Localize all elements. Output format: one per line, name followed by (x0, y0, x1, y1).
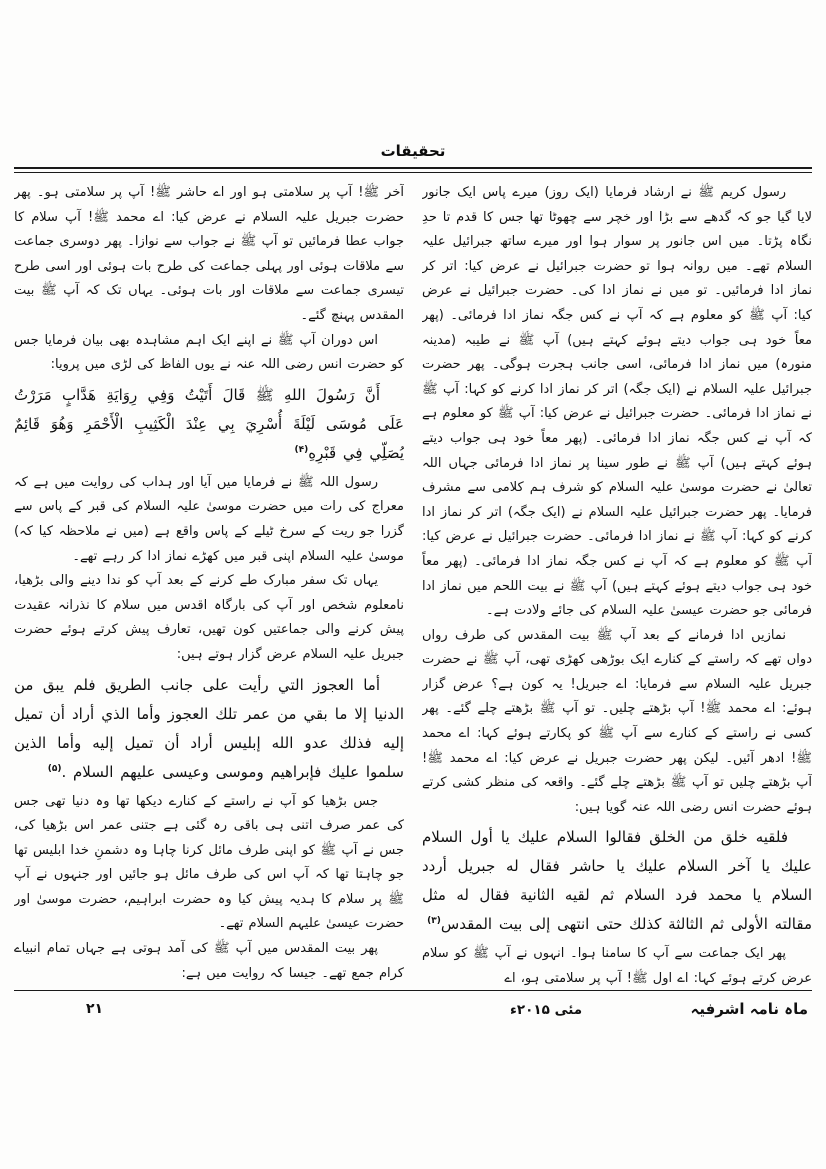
section-title: تحقیقات (380, 142, 446, 160)
column-right (422, 181, 812, 987)
footnote-marker: (۳) (427, 916, 441, 927)
magazine-name: ماہ نامہ اشرفیہ (690, 1000, 808, 1018)
paragraph-urdu: اس دوران آپ ﷺ نے اپنے ایک اہم مشاہدہ بھی بیان فرمایا جس کو حضرت انس رضی اللہ عنہ نے یوں الفاظ کی لڑی میں پرویا: (14, 332, 404, 373)
paragraph-urdu: پھر ایک جماعت سے آپ کا سامنا ہوا۔ انہوں نے آپ ﷺ کو سلام عرض کرتے ہوئے کہا: اے اول ﷺ! آپ پر سلامتی ہو، اے (422, 946, 812, 987)
arabic-quote-text: أما العجوز التي رأيت على جانب الطريق فلم يبق من الدنيا إلا ما بقي من عمر تلك العجوز وأما الذي أراد أن تميل إليه فذلك عدو الله إبليس أراد أن تميل إليه وأما الذين سلموا عليك فإبراهيم وموسى وعيسى عليهم السلام . (14, 675, 404, 781)
header-rule (14, 167, 812, 173)
page-footer (14, 998, 812, 1026)
arabic-quote (14, 671, 404, 787)
article-body (14, 181, 812, 987)
issue-date: مئی ۲۰۱۵ء (510, 1002, 583, 1018)
paragraph-urdu: نمازیں ادا فرمانے کے بعد آپ ﷺ بیت المقدس کی طرف رواں دواں تھے کہ راستے کے کنارے ایک بوڑھی کھڑی تھی، آپ ﷺ نے حضرت جبریل علیہ السلام سے فرمایا: اے جبریل! یہ کون ہے؟ عرض گزار ہوئے: اے محمد ﷺ! آپ بڑھتے چلیں۔ تو آپ ﷺ بڑھتے چلے گئے۔ پھر کسی نے راستے کے کنارے سے آپ ﷺ کو پکارتے ہوئے کہا: اے محمد ﷺ! ادھر آئیں۔ لیکن پھر حضرت جبریل نے عرض کیا: اے محمد ﷺ! آپ بڑھتے چلیں تو آپ ﷺ بڑھتے چلے گئے۔ واقعہ کی منظر کشی کرتے ہوئے حضرت انس رضی اللہ عنہ گویا ہیں: (422, 627, 812, 815)
footer-rule (14, 990, 812, 991)
arabic-quote (14, 381, 404, 468)
paragraph-urdu: پھر بیت المقدس میں آپ ﷺ کی آمد ہوتی ہے جہاں تمام انبیاے کرام جمع تھے۔ جیسا کہ روایت میں ہے: (14, 941, 404, 981)
arabic-quote-text: أَنَّ رَسُولَ اللهِ ﷺ قَالَ أَتَيْتُ وَفِي رِوَايَةِ هَدَّابٍ مَرَرْتُ عَلَى مُوسَى لَيْلَةَ أُسْرِيَ بِي عِنْدَ الْكَثِيبِ الْأَحْمَرِ وَهُوَ قَائِمٌ يُصَلِّي فِي قَبْرِهِ (14, 385, 404, 462)
column-left (14, 181, 404, 987)
footnote-marker: (۵) (47, 763, 62, 774)
paragraph-urdu: آخر ﷺ! آپ پر سلامتی ہو اور اے حاشر ﷺ! آپ پر سلامتی ہو۔ پھر حضرت جبریل علیہ السلام نے عرض کیا: اے محمد ﷺ! آپ سلام کا جواب عطا فرمائیں تو آپ ﷺ نے جواب سے نوازا۔ پھر دوسری جماعت سے ملاقات ہوئی اور پہلی جماعت کی طرح بات ہوئی اور اسی طرح تیسری جماعت سے ملاقات اور بات ہوئی۔ یہاں تک کہ آپ ﷺ بیت المقدس پہنچ گئے۔ (14, 185, 404, 323)
paragraph-urdu: رسول اللہ ﷺ نے فرمایا میں آیا اور ہداب کی روایت میں ہے کہ معراج کی رات میں حضرت موسیٰ علیہ السلام کی قبر کے پاس سے گزرا جو ریت کے سرخ ٹیلے کے پاس واقع ہے (میں نے ملاحظہ کیا کہ) موسیٰ علیہ السلام اپنی قبر میں کھڑے نماز ادا کر رہے تھے۔ (14, 474, 404, 564)
paragraph-urdu: جس بڑھیا کو آپ نے راستے کے کنارے دیکھا تھا وہ دنیا تھی جس کی عمر صرف اتنی ہی باقی رہ گئی ہے جتنی عمر اس بڑھیا کی، جس نے آپ ﷺ کو اپنی طرف مائل کرنا چاہا وہ دشمنِ خدا ابلیس تھا جو چاہتا تھا کہ آپ اس کی طرف مائل ہو جائیں اور جنہوں نے آپ ﷺ پر سلام کا ہدیہ پیش کیا وہ حضرت ابراہیم، حضرت موسیٰ اور حضرت عیسیٰ علیہم السلام تھے۔ (14, 793, 404, 932)
arabic-quote-text: فلقيه خلق من الخلق فقالوا السلام عليك يا أول السلام عليك يا آخر السلام عليك يا حاشر فقال له جبريل أردد السلام يا محمد فرد السلام ثم لقيه الثانية فقال له مثل مقالته الأولى ثم الثالثة كذلك حتى انتهى إلى بيت المقدس (422, 828, 812, 934)
page-number: ۲۱ (86, 1001, 104, 1017)
paragraph-urdu: رسول کریم ﷺ نے ارشاد فرمایا (ایک روز) میرے پاس ایک جانور لایا گیا جو کہ گدھے سے بڑا اور خچر سے چھوٹا تھا جس کا قدم تا حدِ نگاہ پڑتا۔ میں اس جانور پر سوار ہوا اور میرے ساتھ جبرائیل علیہ السلام تھے۔ میں روانہ ہوا تو حضرت جبرائیل نے عرض کیا: اتر کر نماز ادا فرمائیں۔ تو میں نے نماز ادا کی۔ حضرت جبرائیل نے عرض کیا: آپ ﷺ کو معلوم ہے کہ آپ نے کس جگہ نماز ادا فرمائی۔ (پھر معاً خود ہی جواب دیتے ہوئے کہتے ہیں) آپ ﷺ نے طیبہ (مدینہ منورہ) میں نماز ادا فرمائی، اسی جانب ہجرت ہوگی۔ پھر حضرت جبرائیل علیہ السلام نے (ایک جگہ) اتر کر نماز ادا کرنے کو کہا: آپ ﷺ نے نماز ادا فرمائی۔ حضرت جبرائیل نے عرض کیا: آپ ﷺ کو معلوم ہے کہ آپ نے کس جگہ نماز ادا فرمائی۔ (پھر معاً خود ہی جواب دیتے ہوئے کہتے ہیں) آپ ﷺ نے طور سینا پر نماز ادا فرمائی جہاں اللہ تعالیٰ نے حضرت موسیٰ علیہ السلام کو شرف ہم کلامی سے مشرف فرمایا۔ پھر حضرت جبرائیل علیہ السلام نے (ایک جگہ) اتر کر نماز ادا کرنے کو کہا: آپ ﷺ نے نماز ادا فرمائی۔ حضرت جبرائیل نے عرض کیا: آپ ﷺ کو معلوم ہے کہ آپ نے کس جگہ نماز ادا فرمائی۔ (پھر معاً خود ہی جواب دیتے ہوئے کہتے ہیں) آپ ﷺ نے بیت اللحم میں نماز ادا فرمائی جو حضرت عیسیٰ علیہ السلام کی جائے ولادت ہے۔ (422, 185, 812, 619)
arabic-quote (422, 823, 812, 939)
paragraph-urdu: یہاں تک سفر مبارک طے کرنے کے بعد آپ کو ندا دینے والی بڑھیا، نامعلوم شخص اور آپ کی بارگاہ اقدس میں سلام کا نذرانہ عقیدت پیش کرنے والی جماعتیں کون تھیں، تعارف پیش کرتے ہوئے حضرت جبریل علیہ السلام عرض گزار ہوتے ہیں: (14, 573, 404, 662)
footnote-marker: (۴) (294, 444, 309, 455)
